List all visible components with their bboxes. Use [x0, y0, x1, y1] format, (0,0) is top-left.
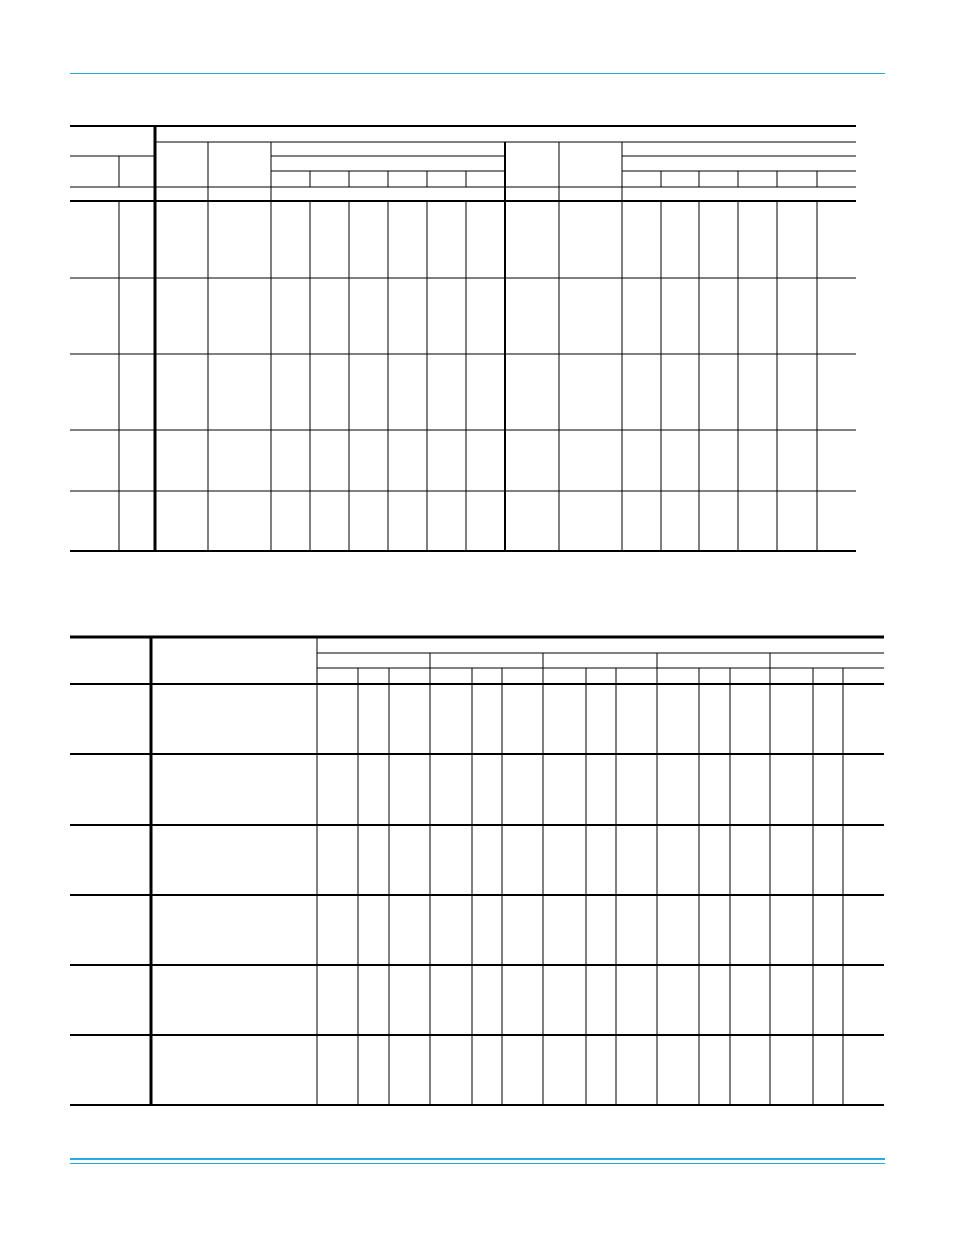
- table-2-grid: [70, 637, 884, 1105]
- table-1-grid: [70, 126, 856, 551]
